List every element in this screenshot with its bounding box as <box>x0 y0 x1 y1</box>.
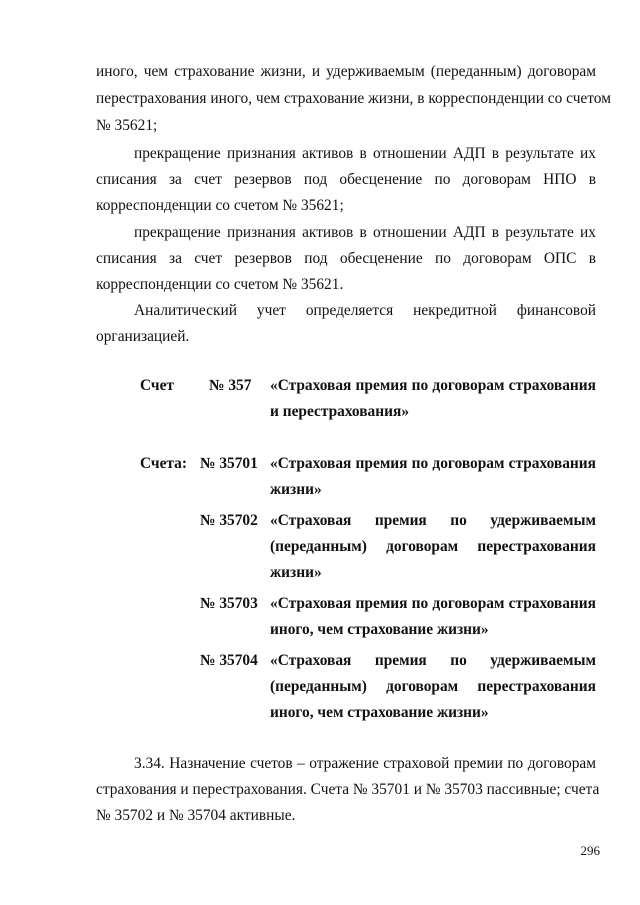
sub-account-title: иного, чем страхование жизни» <box>270 704 489 721</box>
text-line: страхования и перестрахования. Счета № 35701 и № 35703 пассивные; счета <box>96 781 600 798</box>
sub-account-title: «Страховая премия по договорам страхования <box>270 455 596 472</box>
text-line: прекращение признания активов в отношении АДП в результате их <box>134 145 596 162</box>
sub-account-number: № 35702 <box>200 512 258 529</box>
account-title: и перестрахования» <box>270 403 410 420</box>
text-line: прекращение признания активов в отношении АДП в результате их <box>134 224 596 241</box>
sub-account-title: «Страховая премия по договорам страхования <box>270 595 596 612</box>
text-line: Аналитический учет определяется некредитной финансовой <box>134 302 596 319</box>
page-number: 296 <box>580 843 600 858</box>
text-line: списания за счет резервов под обесценение по договорам НПО в <box>96 171 596 188</box>
sub-account-title: (переданным) договорам перестрахования <box>270 678 596 695</box>
text-line: № 35702 и № 35704 активные. <box>96 807 296 824</box>
text-line: корреспонденции со счетом № 35621. <box>96 276 344 293</box>
sub-account-number: № 35704 <box>200 652 258 669</box>
sub-account-title: иного, чем страхование жизни» <box>270 621 489 638</box>
text-line: корреспонденции со счетом № 35621; <box>96 197 344 214</box>
sub-account-title: (переданным) договорам перестрахования <box>270 538 596 555</box>
account-number: № 357 <box>209 377 252 394</box>
text-line: перестрахования иного, чем страхование жизни, в корреспонденции со счетом <box>96 90 611 107</box>
text-line: иного, чем страхование жизни, и удерживаемым (переданным) договорам <box>96 63 596 80</box>
sub-account-title: жизни» <box>270 564 322 581</box>
sub-account-number: № 35703 <box>200 595 258 612</box>
text-line: организацией. <box>96 328 190 345</box>
sub-account-title: жизни» <box>270 481 322 498</box>
sub-account-title: «Страховая премия по удерживаемым <box>270 652 596 669</box>
account-label: Счет <box>140 377 174 394</box>
text-line: № 35621; <box>96 117 158 134</box>
text-line: списания за счет резервов под обесценение по договорам ОПС в <box>96 250 596 267</box>
sub-accounts-label: Счета: <box>140 455 187 472</box>
sub-account-title: «Страховая премия по удерживаемым <box>270 512 596 529</box>
sub-account-number: № 35701 <box>200 455 258 472</box>
text-line: 3.34. Назначение счетов – отражение страховой премии по договорам <box>134 755 596 772</box>
account-title: «Страховая премия по договорам страхования <box>270 377 596 394</box>
